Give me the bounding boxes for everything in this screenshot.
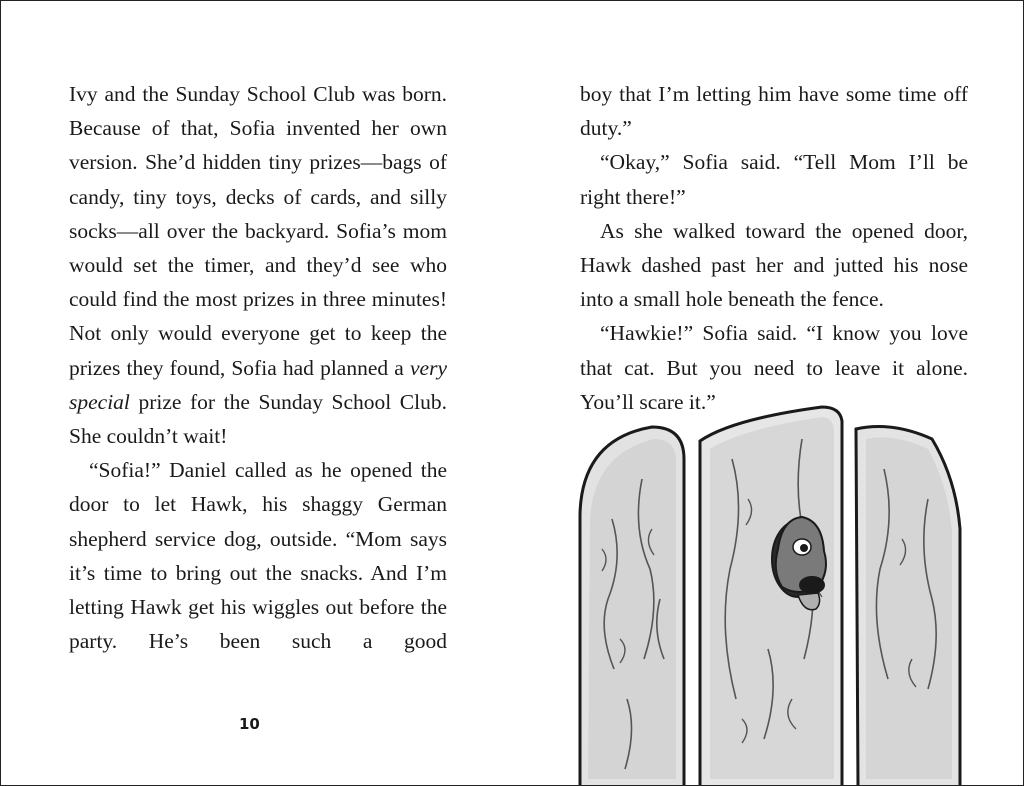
paragraph-5: As she walked toward the opened door, Hawk dashed past her and jutted his nose into a small hole beneath the fence. (580, 218, 968, 312)
paragraph-6: “Hawkie!” Sofia said. “I know you love that cat. But you need to leave it alone. You’ll scare it.” (580, 321, 968, 414)
paragraph-4: “Okay,” Sofia said. “Tell Mom I’ll be right there!” (580, 150, 968, 209)
left-page (1, 1, 512, 785)
fence-plank-right (856, 427, 960, 786)
emphasis-text: very special (69, 355, 447, 414)
paragraph-1-text: Ivy and the Sunday School Club was born. Because of that, Sofia invented her own version. She’d hidden tiny prizes—bags of candy, tiny toys, decks of cards, and silly socks—all over the backyard. Sofia’s mom would set the timer, and they’d see who could find the most prizes in three minutes! Not only would everyone get to keep the prizes they found, Sofia had planned a (69, 82, 447, 380)
paragraph-3: boy that I’m letting him have some time off duty.” (580, 82, 968, 141)
left-page-text (69, 77, 447, 658)
fence-plank-left (580, 427, 684, 786)
paragraph-1 (69, 77, 447, 453)
fence-plank-middle (700, 407, 842, 786)
right-page (512, 1, 1023, 785)
dog-peeking-through-fence-icon (572, 399, 972, 786)
page-number: 10 (239, 715, 260, 733)
paragraph-2: “Sofia!” Daniel called as he opened the door to let Hawk, his shaggy German shepherd service dog, outside. “Mom says it’s time to bring out the snacks. And I’m letting Hawk get his wiggles out before the party. He’s been such a good (69, 458, 447, 654)
right-page-text (580, 77, 968, 419)
paragraph-1-end: prize for the Sunday School Club. She couldn’t wait! (69, 389, 447, 449)
